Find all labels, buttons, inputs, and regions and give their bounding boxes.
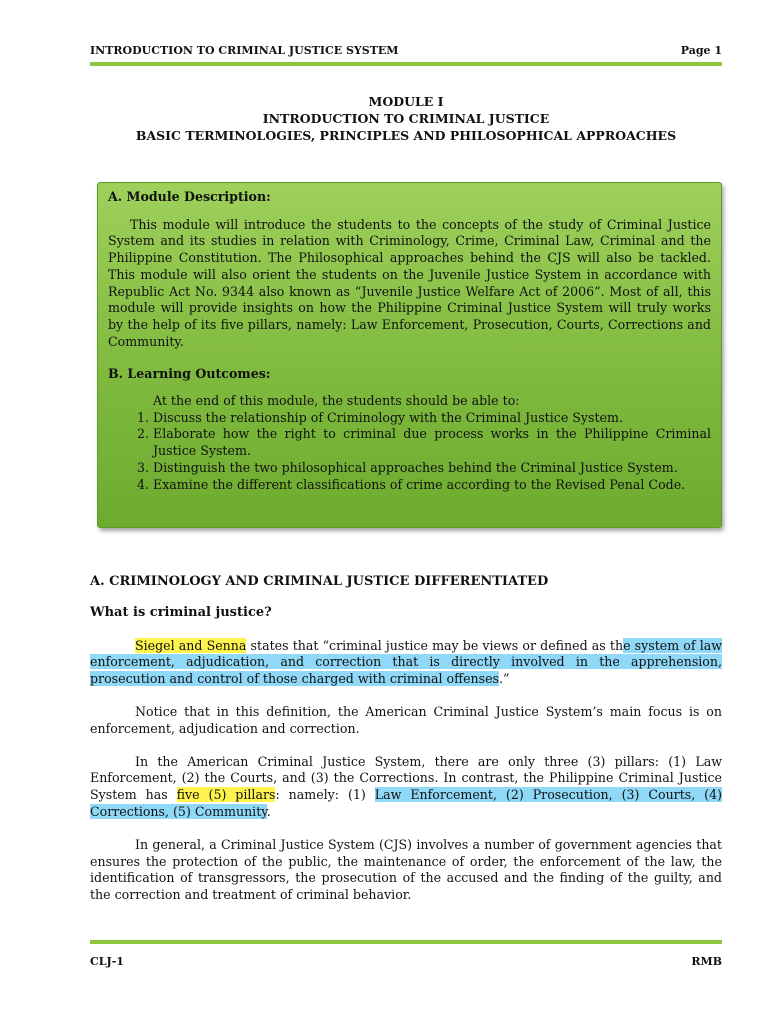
page-header xyxy=(90,44,722,60)
section-heading: A. CRIMINOLOGY AND CRIMINAL JUSTICE DIFFERENTIATED xyxy=(90,574,549,589)
list-item: 1. Discuss the relationship of Criminology with the Criminal Justice System. xyxy=(153,410,711,427)
module-description-box xyxy=(97,182,722,528)
module-title: INTRODUCTION TO CRIMINAL JUSTICE xyxy=(262,111,550,126)
footer-rule xyxy=(90,940,722,944)
highlight-authors: Siegel and Senna xyxy=(135,637,247,653)
module-titles xyxy=(90,93,722,144)
highlight-five-pillars: five (5) pillars xyxy=(176,787,276,803)
header-title: INTRODUCTION TO CRIMINAL JUSTICE SYSTEM xyxy=(90,44,399,57)
learning-outcomes-heading: B. Learning Outcomes: xyxy=(108,366,271,382)
list-item: 3. Distinguish the two philosophical approaches behind the Criminal Justice System. xyxy=(153,460,711,477)
pillars-paragraph: In the American Criminal Justice System, there are only three (3) pillars: (1) Law Enforcement, (2) the Courts, and (3) the Corrections. In contrast, the Philippine Criminal Justice System has five (5) pillars: namely: (1) Law Enforcement, (2) Prosecution, (3) Courts, (4) Corrections, (5) Community. xyxy=(90,753,723,819)
general-paragraph: In general, a Criminal Justice System (CJS) involves a number of government agencies that ensures the protection of the public, the maintenance of order, the enforcement of the law, the identification of transgressors, the prosecution of the accused and the finding of the guilty, and the correction and treatment of criminal behavior. xyxy=(90,836,722,903)
main-content xyxy=(90,574,722,904)
author-initials: RMB xyxy=(691,955,722,968)
highlight-pillars-list: Law Enforcement, (2) Prosecution, (3) Courts, (4) Corrections, (5) Community xyxy=(90,787,723,819)
list-item: 4. Examine the different classifications of crime according to the Revised Penal Code. xyxy=(153,477,711,494)
notice-paragraph: Notice that in this definition, the American Criminal Justice System’s main focus is on enforcement, adjudication and correction. xyxy=(90,703,722,736)
question-heading: What is criminal justice? xyxy=(90,604,272,620)
module-description-text: This module will introduce the students to the concepts of the study of Criminal Justice System and its studies in relation with Criminology, Crime, Criminal Law, Criminal and the Philippine Constitution. The Philosophical approaches behind the CJS will also be tackled. This module will also orient the students on the Juvenile Justice System in accordance with Republic Act No. 9344 also known as “Juvenile Justice Welfare Act of 2006”. Most of all, this module will provide insights on how the Philippine Criminal Justice System will truly works by the help of its five pillars, namely: Law Enforcement, Prosecution, Courts, Corrections and Community. xyxy=(108,216,711,349)
list-item: 2. Elaborate how the right to criminal due process works in the Philippine Criminal Justice System. xyxy=(153,426,711,459)
header-rule xyxy=(90,62,722,66)
learning-outcomes-list xyxy=(108,410,711,494)
highlight-definition: e system of law enforcement, adjudication, and correction that is directly involved in the apprehension, prosecution and control of those charged with criminal offenses xyxy=(90,637,723,687)
learning-outcomes-intro: At the end of this module, the students should be able to: xyxy=(153,393,520,409)
page-number: Page 1 xyxy=(680,44,722,57)
module-number: MODULE I xyxy=(368,94,444,109)
course-code: CLJ-1 xyxy=(90,955,124,968)
page-footer xyxy=(90,955,722,971)
module-description-heading: A. Module Description: xyxy=(108,189,271,204)
module-subtitle: BASIC TERMINOLOGIES, PRINCIPLES AND PHILOSOPHICAL APPROACHES xyxy=(135,128,677,143)
definition-paragraph: Siegel and Senna states that “criminal justice may be views or defined as the system of law enforcement, adjudication, and correction that is directly involved in the apprehension, prosecution and control of those charged with criminal offenses.” xyxy=(90,637,723,687)
